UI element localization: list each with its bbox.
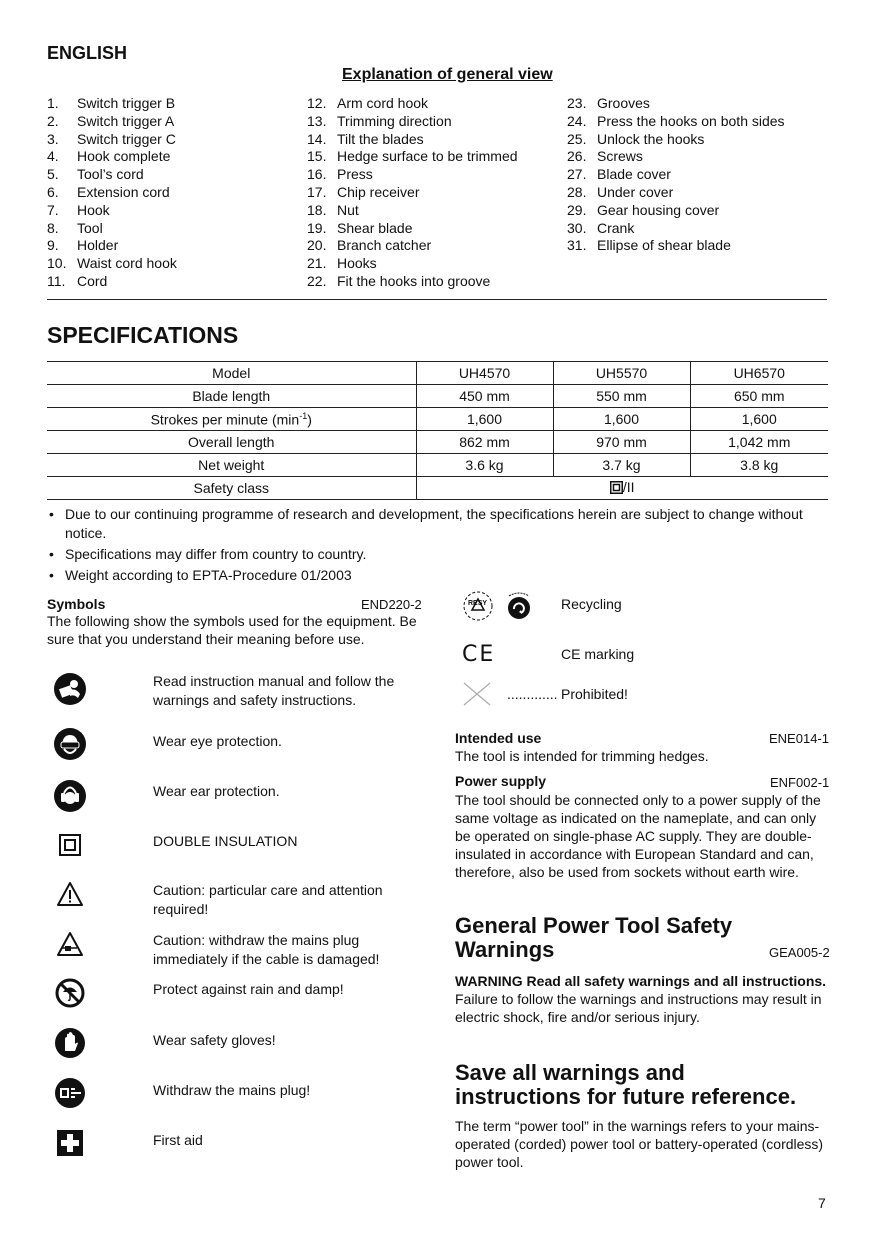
item-label: Shear blade <box>337 219 413 236</box>
item-label: Chip receiver <box>337 183 420 200</box>
list-item <box>567 148 785 166</box>
symbol-row <box>47 1076 427 1120</box>
safety-class-value: /II <box>622 479 635 495</box>
save-warnings-title <box>455 1061 796 1109</box>
item-label: Nut <box>337 201 359 218</box>
power-tool-definition: The term “power tool” in the warnings refers to your mains-operated (corded) power tool or battery-operated (cordless) power tool. <box>455 1118 824 1170</box>
list-item <box>307 95 518 113</box>
list-item <box>567 202 785 220</box>
cell: 1,042 mm <box>690 431 828 454</box>
list-item <box>307 131 518 149</box>
safety-warnings-code: GEA005-2 <box>769 945 830 960</box>
list-item <box>47 113 177 131</box>
item-number: 8. <box>47 219 59 236</box>
item-label: Tool <box>77 219 103 236</box>
list-item <box>307 273 518 291</box>
list-item <box>47 237 177 255</box>
list-item <box>307 184 518 202</box>
symbol-row <box>47 727 427 771</box>
unplug-icon <box>53 1076 87 1110</box>
item-label: Switch trigger C <box>77 130 176 147</box>
symbol-row <box>47 779 427 823</box>
item-number: 13. <box>307 112 327 129</box>
item-number: 27. <box>567 166 587 183</box>
gloves-icon <box>53 1026 87 1060</box>
no-rain-icon <box>53 976 87 1010</box>
item-label: Extension cord <box>77 183 170 200</box>
row-label: Overall length <box>47 431 416 454</box>
prohibited-label: Prohibited! <box>561 686 628 702</box>
list-item <box>307 202 518 220</box>
item-number: 6. <box>47 183 59 200</box>
item-number: 17. <box>307 183 327 200</box>
table-row <box>47 454 828 477</box>
caution-icon <box>53 877 87 911</box>
item-label: Branch catcher <box>337 237 432 254</box>
model-uh6570: UH6570 <box>690 362 828 385</box>
specifications-table <box>47 361 828 500</box>
symbol-description: Read instruction manual and follow the warnings and safety instructions. <box>153 673 395 708</box>
symbol-description: Wear safety gloves! <box>153 1032 276 1048</box>
cell: 970 mm <box>553 431 690 454</box>
item-number: 4. <box>47 148 59 165</box>
symbol-description: Caution: withdraw the mains plug immediately if the cable is damaged! <box>153 932 380 967</box>
title-line: Save all warnings and <box>455 1060 685 1085</box>
table-row <box>47 431 828 454</box>
label-superscript: -1 <box>299 410 308 421</box>
double-insulation-icon <box>610 481 623 497</box>
prohibited-icon <box>462 681 492 710</box>
list-item <box>47 184 177 202</box>
item-number: 9. <box>47 237 59 254</box>
item-number: 15. <box>307 148 327 165</box>
safety-warning-text <box>455 972 827 1026</box>
warning-rest: Failure to follow the warnings and instructions may result in electric shock, fire and/or serious injury. <box>455 991 822 1025</box>
title-line: General Power Tool Safety <box>455 913 733 938</box>
spec-notes <box>47 505 827 587</box>
cell: 3.7 kg <box>553 454 690 477</box>
first-aid-icon <box>53 1126 87 1160</box>
list-item <box>47 131 177 149</box>
item-number: 3. <box>47 130 59 147</box>
item-label: Hook complete <box>77 148 171 165</box>
row-label: Blade length <box>47 385 416 408</box>
ce-marking-label: CE marking <box>561 646 635 662</box>
recycle-icon <box>503 590 535 625</box>
item-number: 21. <box>307 255 327 272</box>
item-number: 10. <box>47 255 67 272</box>
symbol-row <box>47 828 427 872</box>
label-text: Strokes per minute (min <box>150 411 300 428</box>
item-number: 18. <box>307 201 327 218</box>
item-number: 20. <box>307 237 327 254</box>
symbols-intro: The following show the symbols used for the equipment. Be sure that you understand their meaning before use. <box>47 613 417 647</box>
item-label: Press <box>337 166 373 183</box>
symbol-description: Protect against rain and damp! <box>153 981 344 997</box>
list-item <box>47 166 177 184</box>
prohibited-leader: ............. <box>507 686 558 702</box>
list-item <box>567 166 785 184</box>
table-row <box>47 408 828 431</box>
item-label: Hook <box>77 201 110 218</box>
model-uh5570: UH5570 <box>553 362 690 385</box>
item-number: 2. <box>47 112 59 129</box>
row-label: Net weight <box>47 454 416 477</box>
language-heading: ENGLISH <box>47 43 128 63</box>
item-label: Hedge surface to be trimmed <box>337 148 518 165</box>
item-number: 16. <box>307 166 327 183</box>
list-item <box>307 166 518 184</box>
divider <box>47 299 827 300</box>
row-label: Safety class <box>47 477 416 500</box>
item-label: Screws <box>597 148 643 165</box>
list-item <box>567 220 785 238</box>
item-label: Waist cord hook <box>77 255 177 272</box>
general-view-list-1 <box>47 95 177 291</box>
model-uh4570: UH4570 <box>416 362 553 385</box>
table-row <box>47 385 828 408</box>
title-line: instructions for future reference. <box>455 1084 797 1109</box>
item-label: Switch trigger A <box>77 112 175 129</box>
item-number: 24. <box>567 112 587 129</box>
item-number: 30. <box>567 219 587 236</box>
item-number: 11. <box>47 272 66 289</box>
cell: 550 mm <box>553 385 690 408</box>
item-number: 23. <box>567 95 587 111</box>
list-item <box>47 220 177 238</box>
general-view-list-3 <box>567 95 785 255</box>
symbol-row <box>47 672 427 716</box>
model-header: Model <box>47 362 416 385</box>
recycle-mark-icon <box>462 590 494 625</box>
list-item <box>47 148 177 166</box>
cell: 650 mm <box>690 385 828 408</box>
safety-class-cell <box>416 477 828 500</box>
list-item <box>567 95 785 113</box>
list-item <box>307 255 518 273</box>
item-label: Under cover <box>597 183 674 200</box>
list-item: • Weight according to EPTA-Procedure 01/2003 <box>47 566 827 585</box>
list-item <box>307 237 518 255</box>
safety-warnings-title <box>455 914 732 962</box>
ear-protection-icon <box>53 779 87 813</box>
symbol-description: Wear ear protection. <box>153 783 280 799</box>
list-item <box>567 131 785 149</box>
plug-caution-icon <box>53 927 87 961</box>
list-item <box>567 184 785 202</box>
general-view-title: Explanation of general view <box>342 66 553 83</box>
symbol-description: Wear eye protection. <box>153 733 282 749</box>
list-item <box>47 202 177 220</box>
item-number: 28. <box>567 183 587 200</box>
recycling-label: Recycling <box>561 596 622 612</box>
cell: 1,600 <box>690 408 828 431</box>
symbol-row <box>47 1126 427 1170</box>
item-label: Grooves <box>597 95 650 111</box>
item-label: Cord <box>77 272 108 289</box>
item-label: Unlock the hooks <box>597 130 705 147</box>
list-item <box>567 237 785 255</box>
cell: 1,600 <box>416 408 553 431</box>
item-number: 12. <box>307 95 327 111</box>
power-supply-title: Power supply <box>455 773 547 789</box>
cell: 3.8 kg <box>690 454 828 477</box>
item-number: 7. <box>47 201 59 218</box>
cell: 1,600 <box>553 408 690 431</box>
item-label: Ellipse of shear blade <box>597 237 731 254</box>
item-label: Holder <box>77 237 119 254</box>
item-number: 1. <box>47 95 59 111</box>
general-view-list-2 <box>307 95 518 291</box>
item-number: 25. <box>567 130 587 147</box>
symbol-row <box>47 877 427 921</box>
power-supply-text: The tool should be connected only to a power supply of the same voltage as indicated on the nameplate, and can only be operated on single-phase AC supply. They are double-insulated in accordance with European Standard and can, therefore, also be used from sockets without earth wire. <box>455 792 821 880</box>
label-text: ) <box>307 411 312 428</box>
symbol-description: DOUBLE INSULATION <box>153 833 298 849</box>
specifications-title: SPECIFICATIONS <box>47 322 239 348</box>
item-label: Blade cover <box>597 166 671 183</box>
item-number: 5. <box>47 166 59 183</box>
warning-bold: WARNING Read all safety warnings and all instructions. <box>455 973 827 989</box>
power-supply-code: ENF002-1 <box>770 775 830 790</box>
item-label: Crank <box>597 219 635 236</box>
recycle-mark-text: RESY <box>468 600 488 607</box>
item-label: Arm cord hook <box>337 95 429 111</box>
ce-mark-icon: CE <box>462 642 496 667</box>
read-manual-icon <box>53 672 87 706</box>
list-item <box>47 255 177 273</box>
title-line: Warnings <box>455 937 555 962</box>
table-header-row <box>47 362 828 385</box>
item-number: 19. <box>307 219 327 236</box>
item-label: Tilt the blades <box>337 130 424 147</box>
list-item <box>47 95 177 113</box>
symbol-row <box>47 927 427 971</box>
list-item <box>307 113 518 131</box>
table-row <box>47 477 828 500</box>
cell: 862 mm <box>416 431 553 454</box>
eye-protection-icon <box>53 727 87 761</box>
item-label: Trimming direction <box>337 112 452 129</box>
cell: 450 mm <box>416 385 553 408</box>
symbol-row <box>47 1026 427 1070</box>
item-number: 14. <box>307 130 327 147</box>
list-item <box>47 273 177 291</box>
symbol-description: Caution: particular care and attention required! <box>153 882 383 917</box>
symbol-description: First aid <box>153 1132 203 1148</box>
list-item: • Specifications may differ from country to country. <box>47 545 827 564</box>
item-label: Tool’s cord <box>77 166 144 183</box>
double-insulation-icon <box>53 828 87 862</box>
item-label: Fit the hooks into groove <box>337 272 491 289</box>
symbol-description: Withdraw the mains plug! <box>153 1082 311 1098</box>
symbols-title: Symbols <box>47 596 106 612</box>
symbol-row <box>47 976 427 1020</box>
item-label: Gear housing cover <box>597 201 720 218</box>
list-item: • Due to our continuing programme of research and development, the specifications herein are subject to change without notice. <box>47 505 827 543</box>
item-number: 29. <box>567 201 587 218</box>
item-number: 31. <box>567 237 587 254</box>
list-item <box>307 220 518 238</box>
item-number: 22. <box>307 272 327 289</box>
item-label: Hooks <box>337 255 377 272</box>
intended-use-title: Intended use <box>455 730 542 746</box>
row-label <box>47 408 416 431</box>
list-item <box>567 113 785 131</box>
intended-use-text: The tool is intended for trimming hedges. <box>455 748 709 764</box>
list-item <box>307 148 518 166</box>
cell: 3.6 kg <box>416 454 553 477</box>
intended-use-code: ENE014-1 <box>769 731 829 746</box>
item-label: Switch trigger B <box>77 95 176 111</box>
item-label: Press the hooks on both sides <box>597 112 785 129</box>
item-number: 26. <box>567 148 587 165</box>
page-number: 7 <box>818 1195 826 1211</box>
symbols-code: END220-2 <box>361 597 422 612</box>
